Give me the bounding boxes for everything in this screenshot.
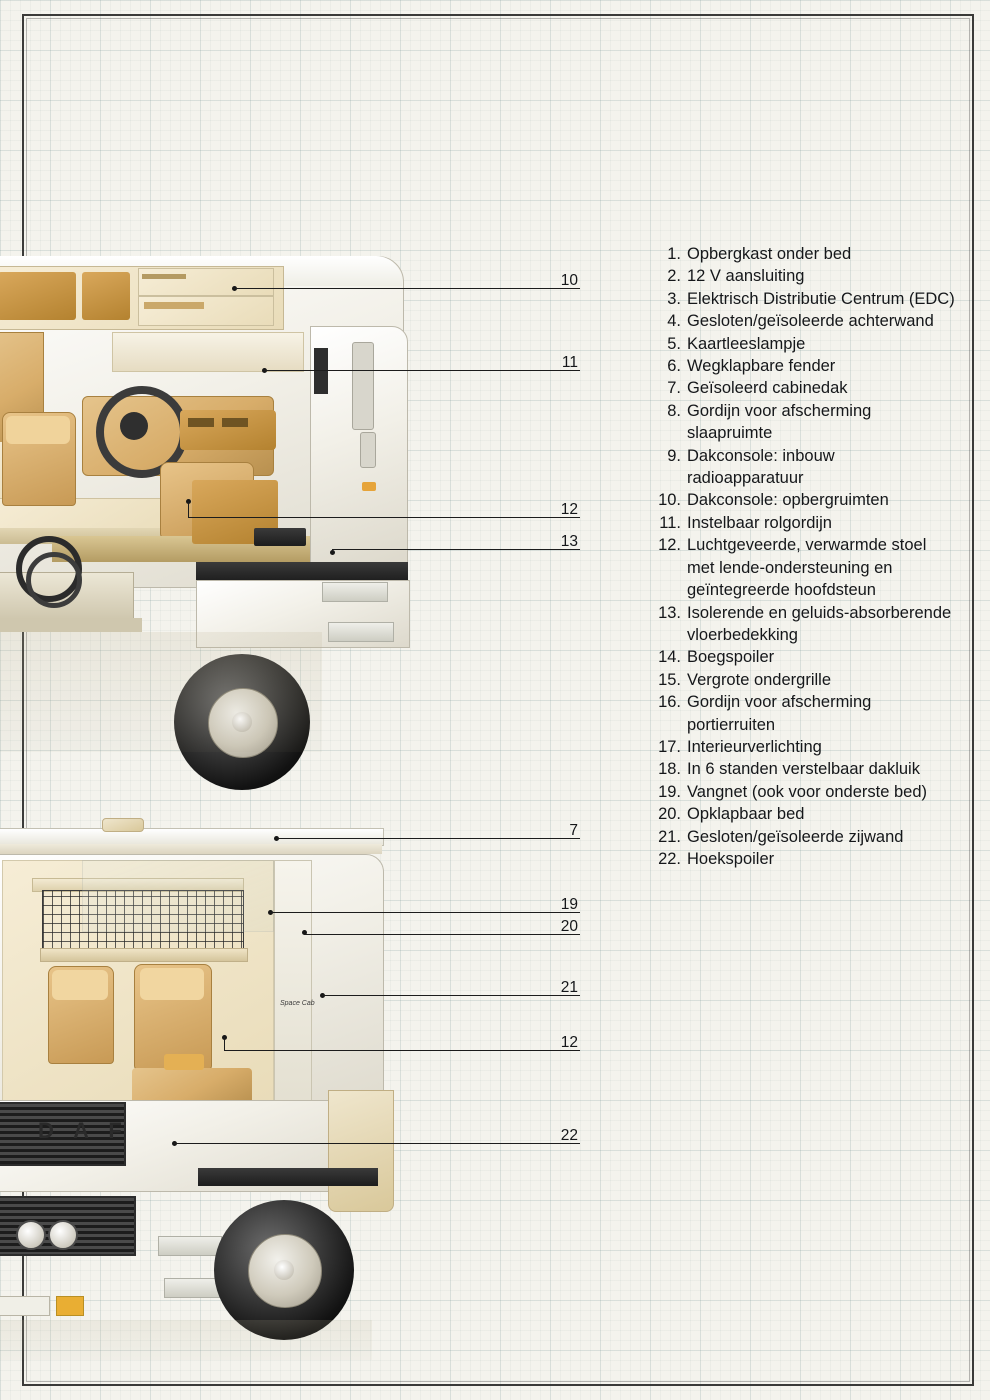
callout-label-12-bottom: 12: [560, 1034, 578, 1051]
legend-number: 20.: [658, 805, 681, 824]
callout-label-12-top: 12: [560, 501, 578, 518]
legend-label: 12 V aansluiting: [687, 267, 805, 286]
legend-label: Gordijn voor afscherming portierruiten: [687, 693, 872, 734]
legend-number: 13.: [658, 603, 681, 622]
list-item: [655, 310, 955, 332]
list-item: [655, 691, 955, 736]
legend-number: 1.: [667, 245, 681, 263]
callout-line-11: [264, 370, 580, 371]
legend-number: 11.: [659, 513, 681, 532]
callout-label-22: 22: [560, 1127, 578, 1144]
list-item: [655, 512, 955, 534]
legend-label: Gordijn voor afscherming slaapruimte: [687, 401, 872, 443]
legend-label: Kaartleeslampje: [687, 334, 806, 353]
legend-label: Geïsoleerd cabinedak: [687, 379, 848, 398]
list-item: [655, 826, 955, 848]
legend-label: Gesloten/geïsoleerde zijwand: [687, 827, 904, 846]
callout-label-21: 21: [560, 979, 578, 996]
callout-label-13: 13: [560, 533, 578, 550]
legend-label: Wegklapbare fender: [687, 357, 836, 376]
legend-number: 10.: [658, 491, 681, 510]
list-item: [655, 489, 955, 511]
legend-number: 7.: [667, 379, 681, 398]
callout-label-10: 10: [560, 272, 578, 289]
legend-label: Interieurverlichting: [687, 737, 822, 756]
list-item: [655, 400, 955, 445]
legend-label: Dakconsole: opbergruimten: [687, 491, 889, 510]
legend-label: Instelbaar rolgordijn: [687, 513, 832, 532]
callout-line-12-top: [188, 517, 580, 518]
legend-number: 22.: [658, 849, 681, 868]
list-item: [655, 333, 955, 355]
legend-number: 17.: [658, 737, 681, 756]
legend-label: Opbergkast onder bed: [687, 245, 852, 263]
legend-label: Gesloten/geïsoleerde achterwand: [687, 312, 934, 331]
list-item: [655, 243, 955, 265]
callout-line-12-bottom-riser: [224, 1037, 225, 1051]
cutaway-illustration-top: [0, 236, 462, 796]
list-item: [655, 848, 955, 870]
callout-line-12-top-riser: [188, 501, 189, 518]
legend-label: Hoekspoiler: [687, 849, 775, 868]
legend-label: Isolerende en geluids-absorberende vloerbedekking: [687, 603, 952, 644]
legend-number: 21.: [658, 827, 681, 846]
list-item: [655, 758, 955, 780]
callout-label-7: 7: [569, 822, 578, 839]
callout-line-10: [234, 288, 580, 289]
callout-line-12-bottom: [224, 1050, 580, 1051]
legend-number: 6.: [667, 357, 681, 376]
legend-label: In 6 standen verstelbaar dakluik: [687, 760, 920, 779]
list-item: [655, 781, 955, 803]
list-item: [655, 534, 955, 601]
feature-legend-list: [655, 243, 955, 870]
legend-number: 12.: [658, 536, 681, 555]
legend-number: 3.: [667, 289, 681, 308]
legend-number: 9.: [667, 446, 681, 465]
list-item: [655, 265, 955, 287]
list-item: [655, 355, 955, 377]
legend-number: 16.: [658, 693, 681, 712]
legend-number: 18.: [658, 760, 681, 779]
callout-line-7: [276, 838, 580, 839]
legend-number: 4.: [667, 312, 681, 331]
legend-label: Vangnet (ook voor onderste bed): [687, 782, 928, 801]
list-item: [655, 288, 955, 310]
callout-label-20: 20: [560, 918, 578, 935]
legend-number: 19.: [658, 782, 681, 801]
callout-line-19: [270, 912, 580, 913]
legend-label: Dakconsole: inbouw radioapparatuur: [687, 446, 835, 488]
callout-dot-13: [330, 550, 335, 555]
legend-number: 8.: [667, 401, 681, 420]
list-item: [655, 602, 955, 647]
callout-label-19: 19: [560, 896, 578, 913]
legend-number: 15.: [658, 670, 681, 689]
legend-number: 2.: [667, 267, 681, 286]
legend-number: 5.: [667, 334, 681, 353]
list-item: [655, 445, 955, 490]
list-item: [655, 646, 955, 668]
list-item: [655, 377, 955, 399]
legend-label: Elektrisch Distributie Centrum (EDC): [687, 289, 955, 308]
list-item: [655, 669, 955, 691]
legend-label: Vergrote ondergrille: [687, 670, 832, 689]
callout-line-22: [174, 1143, 580, 1144]
cutaway-illustration-bottom: Space Cab D A F: [0, 800, 462, 1360]
callout-label-11: 11: [561, 354, 578, 371]
legend-label: Luchtgeveerde, verwarmde stoel met lende-ondersteuning en geïntegreerde hoofdsteun: [687, 536, 927, 600]
legend-label: Boegspoiler: [687, 648, 775, 667]
list-item: [655, 736, 955, 758]
legend-number: 14.: [658, 648, 681, 667]
legend-label: Opklapbaar bed: [687, 805, 805, 824]
list-item: [655, 803, 955, 825]
